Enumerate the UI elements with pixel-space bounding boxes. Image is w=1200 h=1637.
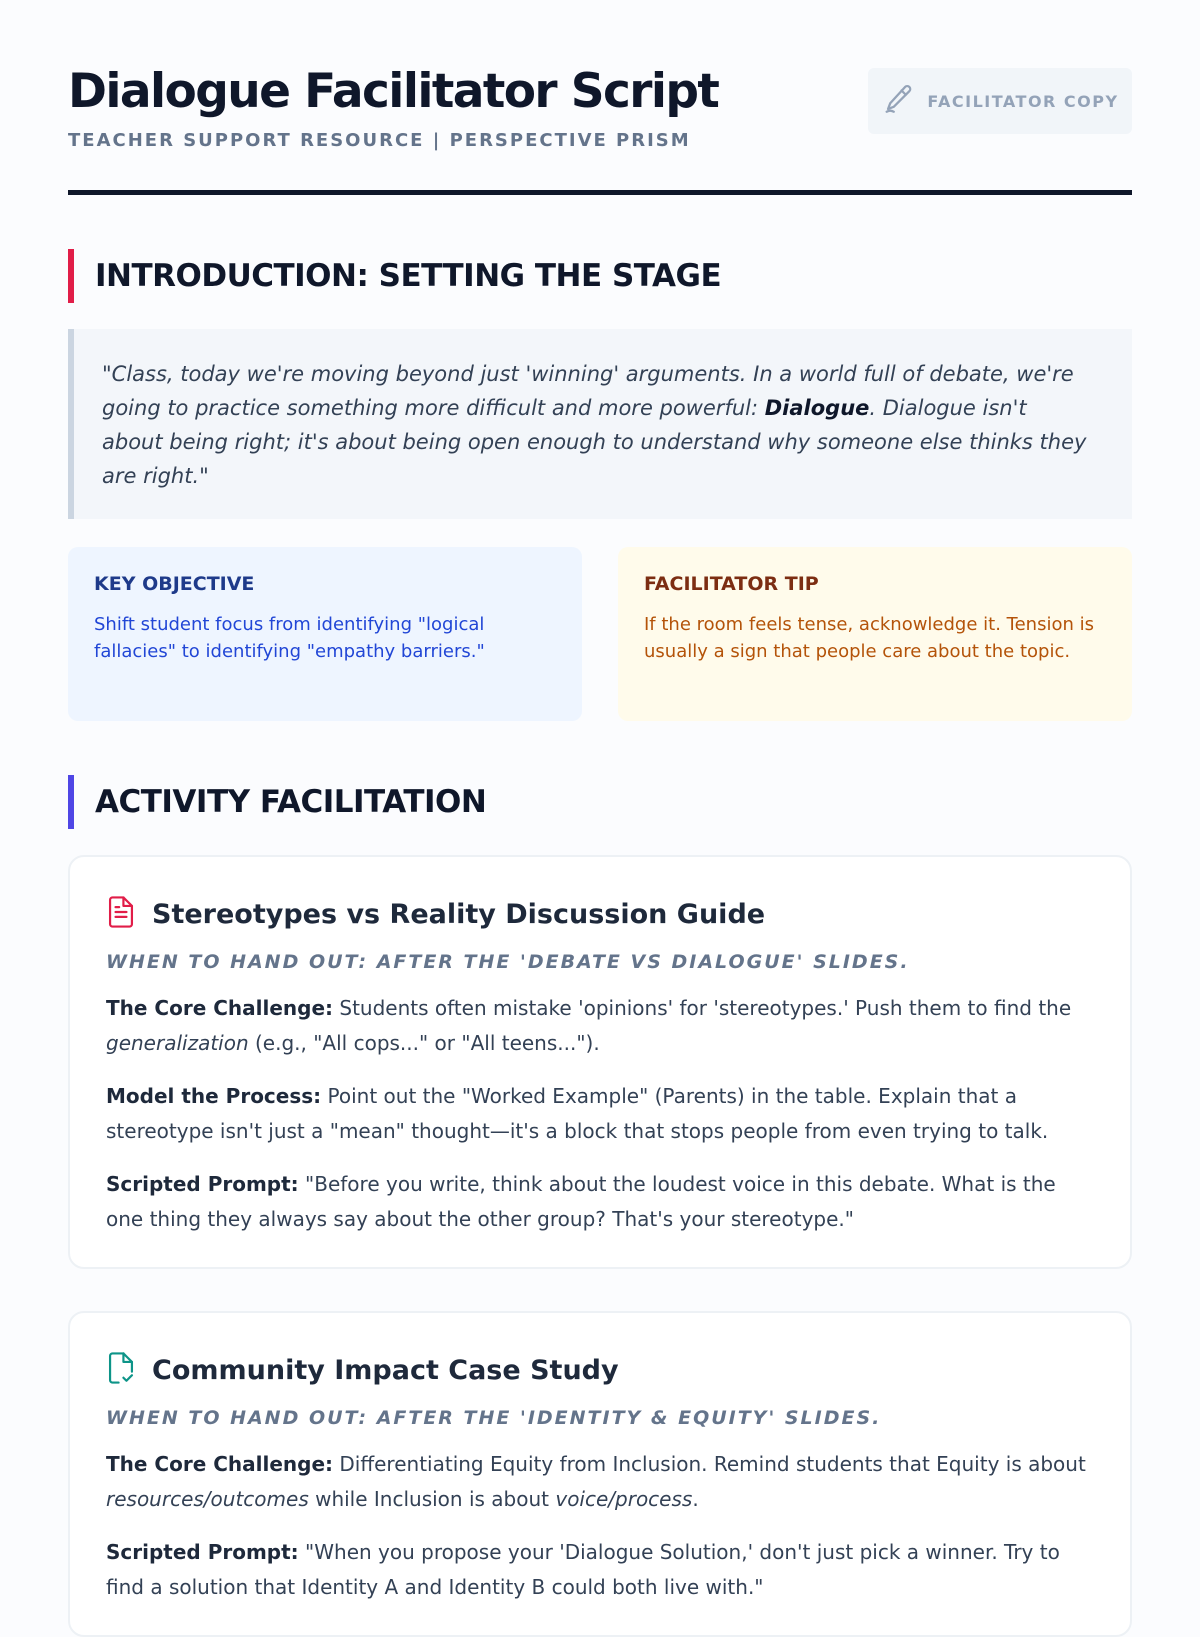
key-objective-card [68,547,582,721]
challenge-text-after: (e.g., "All cops..." or "All teens..."). [248,1031,600,1055]
document-icon [106,895,136,933]
quote-text-before: "Class, today we're moving beyond just 'winning' arguments. In a world full of debate, we're going to practice something more difficult and more powerful: [102,362,1074,420]
guide-when: WHEN TO HAND OUT: AFTER THE 'DEBATE VS DIALOGUE' SLIDES. [106,951,910,973]
intro-heading-text: INTRODUCTION: SETTING THE STAGE [95,258,722,294]
activity-heading [68,775,1132,829]
guide-scripted-prompt [106,1167,1094,1237]
facilitator-copy-badge [868,68,1132,134]
guide-when: WHEN TO HAND OUT: AFTER THE 'IDENTITY & EQUITY' SLIDES. [106,1407,882,1429]
guide-header [106,895,1094,933]
challenge-text-italic: resources/outcomes [106,1487,309,1511]
activity-accent-bar [68,775,74,829]
intro-heading [68,249,1132,303]
activity-heading-text: ACTIVITY FACILITATION [95,784,487,820]
key-objective-text: Shift student focus from identifying "logical fallacies" to identifying "empathy barriers." [94,614,485,662]
guide-title: Stereotypes vs Reality Discussion Guide [152,898,766,930]
guide-card-stereotypes [68,855,1132,1269]
challenge-text-before: Differentiating Equity from Inclusion. Remind students that Equity is about [333,1452,1086,1476]
page-title: Dialogue Facilitator Script [68,64,719,119]
guide-core-challenge [106,991,1094,1061]
key-objective-title: KEY OBJECTIVE [94,573,255,595]
guide-core-challenge [106,1447,1094,1517]
badge-label: FACILITATOR COPY [927,91,1119,111]
challenge-label: The Core Challenge: [106,1452,334,1476]
quote-text-after: . Dialogue isn't about being right; it's about being open enough to understand why someone else thinks they are right." [102,396,1087,488]
model-text: Point out the "Worked Example" (Parents) in the table. Explain that a stereotype isn't just a "mean" thought—it's a block that stops people from even trying to talk. [106,1084,1049,1143]
prompt-text: "When you propose your 'Dialogue Solution,' don't just pick a winner. Try to find a solution that Identity A and Identity B could both live with." [106,1540,1060,1599]
pen-icon [881,82,915,120]
intro-accent-bar [68,249,74,303]
prompt-text: "Before you write, think about the loudest voice in this debate. What is the one thing they always say about the other group? That's your stereotype." [106,1172,1056,1231]
prompt-label: Scripted Prompt: [106,1540,299,1564]
guide-card-community-impact [68,1311,1132,1637]
guide-scripted-prompt [106,1535,1094,1605]
intro-cards [68,547,1132,721]
prompt-label: Scripted Prompt: [106,1172,299,1196]
intro-quote [68,329,1132,519]
facilitator-tip-title: FACILITATOR TIP [644,573,819,595]
activity-section [68,775,1132,1637]
challenge-text-italic-2: voice/process [555,1487,693,1511]
facilitator-tip-card [618,547,1132,721]
challenge-text-after: . [692,1487,699,1511]
quote-text-bold: Dialogue [764,396,870,420]
challenge-text-before: Students often mistake 'opinions' for 'stereotypes.' Push them to find the [333,996,1072,1020]
page-header [68,0,1132,195]
guide-model-process [106,1079,1094,1149]
challenge-text-mid: while Inclusion is about [308,1487,556,1511]
page-subtitle: TEACHER SUPPORT RESOURCE | PERSPECTIVE PRISM [68,130,691,151]
model-label: Model the Process: [106,1084,322,1108]
challenge-label: The Core Challenge: [106,996,334,1020]
file-check-icon [106,1351,136,1389]
guide-title: Community Impact Case Study [152,1354,619,1386]
challenge-text-italic: generalization [106,1031,249,1055]
facilitator-tip-text: If the room feels tense, acknowledge it. Tension is usually a sign that people care about the topic. [644,614,1094,662]
guide-header [106,1351,1094,1389]
intro-section [68,249,1132,721]
